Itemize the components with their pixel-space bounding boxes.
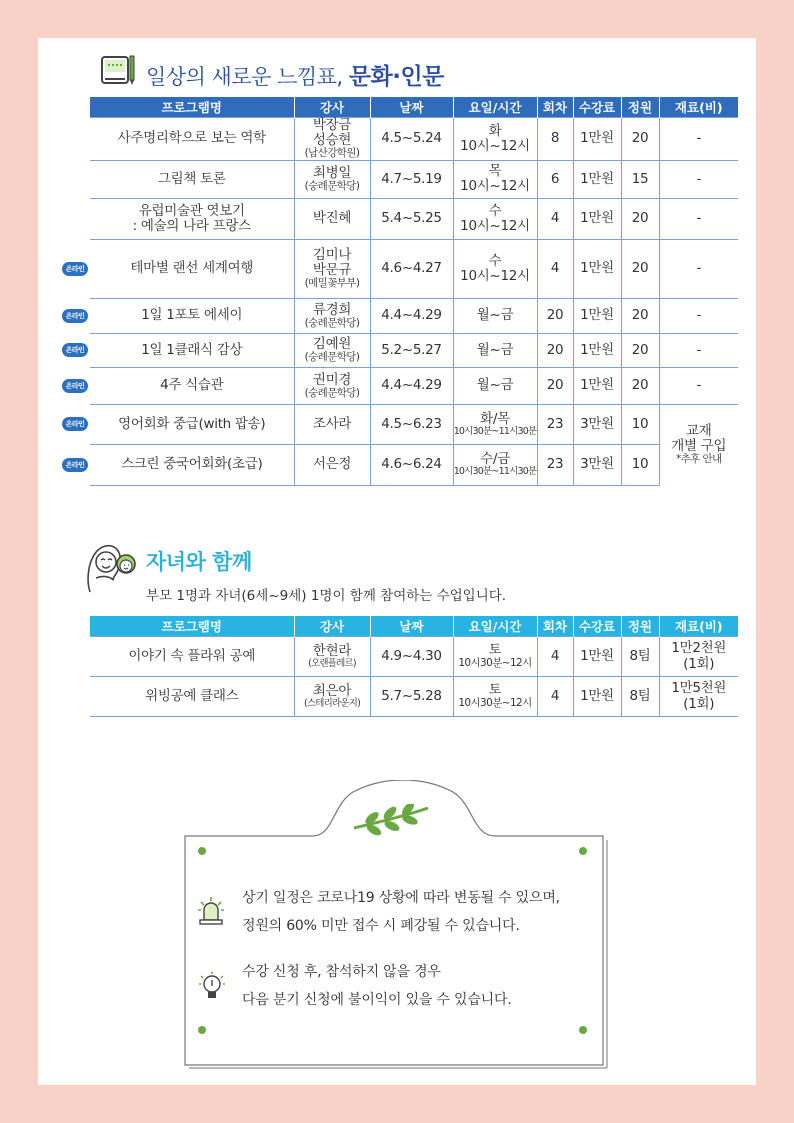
teacher-affiliation: (남산강학원): [304, 147, 360, 160]
table-header-row: [90, 97, 738, 118]
teacher-cell: [294, 677, 370, 717]
notice-line: 다음 분기 신청에 불이익이 있을 수 있습니다.: [242, 992, 512, 1008]
cell-line: 4주 식습관: [160, 377, 224, 394]
fee-cell: 1만원: [573, 333, 621, 367]
cell-line: 권미경: [312, 371, 352, 388]
table-row: [90, 239, 738, 298]
schedule-day: 월~금: [476, 341, 514, 358]
fee-cell: 1만원: [573, 367, 621, 404]
column-header: 요일/시간: [453, 97, 537, 118]
sessions-cell: 4: [537, 677, 573, 717]
schedule-day: 월~금: [476, 307, 514, 324]
teacher-cell: [294, 198, 370, 239]
column-header: 회차: [537, 97, 573, 118]
teacher-cell: [294, 160, 370, 198]
cell-line: 박문규: [312, 262, 352, 279]
fee-cell: 1만원: [573, 637, 621, 677]
column-header: 날짜: [370, 616, 453, 637]
material-cell: [659, 677, 738, 717]
material-note: *추후 안내: [675, 453, 722, 466]
program-name: 위빙공예 클래스: [90, 677, 294, 717]
schedule-day: 토: [488, 642, 502, 659]
material-price: 1만5천원: [671, 680, 727, 697]
column-header: 요일/시간: [453, 616, 537, 637]
column-header: 정원: [621, 616, 659, 637]
schedule-day: 수: [488, 252, 502, 269]
page: [38, 38, 756, 1085]
table-row: [90, 367, 738, 404]
table-row: [90, 404, 738, 444]
sessions-cell: 20: [537, 298, 573, 333]
section-description: 부모 1명과 자녀(6세~9세) 1명이 함께 참여하는 수업입니다.: [146, 588, 507, 604]
teacher-cell: [294, 367, 370, 404]
capacity-cell: 8팀: [621, 677, 659, 717]
table-header-row: [90, 616, 738, 637]
program-name: [90, 367, 294, 404]
capacity-cell: 20: [621, 118, 659, 161]
teacher-cell: [294, 333, 370, 367]
parent-child-icon: [84, 540, 142, 596]
online-badge: 온라인: [62, 262, 88, 276]
teacher-cell: [294, 239, 370, 298]
teacher-affiliation: (메밀꽃부부): [304, 277, 360, 290]
table-row: [90, 333, 738, 367]
corner-dot: [198, 1026, 206, 1034]
column-header: 수강료: [573, 97, 621, 118]
program-name: [90, 160, 294, 198]
schedule-cell: [453, 404, 537, 444]
column-header: 강사: [294, 97, 370, 118]
cell-line: 김예원: [312, 336, 352, 353]
corner-dot: [579, 847, 587, 855]
table-row: [90, 444, 738, 485]
online-badge: 온라인: [62, 309, 88, 323]
fee-cell: 1만원: [573, 198, 621, 239]
table-row: [90, 298, 738, 333]
cell-line: 영어회화 중급(with 팝송): [118, 415, 266, 432]
schedule-day: 목: [488, 163, 502, 180]
teacher-affiliation: (숭례문학당): [304, 386, 360, 399]
schedule-day: 월~금: [476, 377, 514, 394]
cell-line: 조사라: [312, 415, 352, 432]
teacher-cell: [294, 298, 370, 333]
program-name: [90, 239, 294, 298]
date-cell: 4.4~4.29: [370, 298, 453, 333]
program-name: [90, 333, 294, 367]
online-badge: 온라인: [62, 417, 88, 431]
cell-line: 류경희: [312, 301, 352, 318]
schedule-cell: [453, 444, 537, 485]
fee-cell: 1만원: [573, 677, 621, 717]
schedule-cell: [453, 160, 537, 198]
material-cell: -: [659, 298, 738, 333]
sessions-cell: 23: [537, 404, 573, 444]
cell-line: 서은정: [312, 456, 352, 473]
column-header: 정원: [621, 97, 659, 118]
fee-cell: 3만원: [573, 444, 621, 485]
cell-line: 테마별 랜선 세계여행: [130, 260, 254, 277]
capacity-cell: 10: [621, 444, 659, 485]
capacity-cell: 20: [621, 198, 659, 239]
capacity-cell: 10: [621, 404, 659, 444]
schedule-cell: [453, 239, 537, 298]
table-row: [90, 198, 738, 239]
capacity-cell: 20: [621, 333, 659, 367]
schedule-cell: [453, 118, 537, 161]
cell-line: 성승현: [312, 132, 352, 149]
book-icon: [100, 53, 138, 89]
cell-line: : 예술의 나라 프랑스: [132, 217, 251, 234]
column-header: 프로그램명: [161, 100, 222, 115]
column-header: 수강료: [573, 616, 621, 637]
schedule-time: 10시~12시: [460, 217, 530, 234]
section-title-bold: 문화·인문: [348, 64, 444, 90]
fee-cell: 3만원: [573, 404, 621, 444]
cell-line: 1일 1포토 에세이: [141, 307, 243, 324]
cell-line: 그림책 토론: [157, 170, 226, 187]
column-header: 날짜: [370, 97, 453, 118]
sessions-cell: 4: [537, 637, 573, 677]
material-line: 교재: [686, 423, 712, 440]
teacher-affiliation: (숭례문학당): [304, 316, 360, 329]
material-cell: -: [659, 333, 738, 367]
kids-program-table: [90, 616, 738, 717]
fee-cell: 1만원: [573, 298, 621, 333]
schedule-day: 토: [488, 682, 502, 699]
program-name: [90, 404, 294, 444]
date-cell: 4.7~5.19: [370, 160, 453, 198]
schedule-time: 10시30분~11시30분: [453, 466, 537, 478]
column-header: 프로그램명: [161, 619, 222, 634]
notice-line: 정원의 60% 미만 접수 시 폐강될 수 있습니다.: [242, 918, 520, 934]
cell-line: 박진혜: [312, 210, 352, 227]
program-name: [90, 198, 294, 239]
sessions-cell: 4: [537, 198, 573, 239]
capacity-cell: 8팀: [621, 637, 659, 677]
cell-line: 1일 1클래식 감상: [141, 341, 243, 358]
online-badge: 온라인: [62, 458, 88, 472]
schedule-time: 10시30분~11시30분: [453, 425, 537, 437]
material-price: 1만2천원: [671, 640, 727, 657]
teacher-cell: [294, 444, 370, 485]
cell-line: 스크린 중국어회화(초급): [121, 456, 263, 473]
schedule-time: 10시~12시: [460, 267, 530, 284]
table-row: [90, 160, 738, 198]
material-cell: -: [659, 118, 738, 161]
date-cell: 4.6~6.24: [370, 444, 453, 485]
schedule-time: 10시30분~12시: [458, 657, 532, 670]
schedule-cell: [453, 333, 537, 367]
schedule-day: 수/금: [480, 451, 510, 468]
cell-line: 박장금: [312, 117, 352, 133]
sessions-cell: 6: [537, 160, 573, 198]
column-header: 강사: [294, 616, 370, 637]
capacity-cell: 20: [621, 298, 659, 333]
date-cell: 4.6~4.27: [370, 239, 453, 298]
material-cell: -: [659, 239, 738, 298]
corner-dot: [579, 1026, 587, 1034]
schedule-cell: [453, 367, 537, 404]
table-row: [90, 118, 738, 161]
notice-message-1: [242, 884, 560, 940]
schedule-time: 10시~12시: [460, 178, 530, 195]
program-name: 이야기 속 플라워 공예: [90, 637, 294, 677]
teacher-affiliation: (숭례문학당): [304, 351, 360, 364]
column-header: 재료(비): [659, 616, 738, 637]
culture-program-table: [90, 97, 738, 486]
section-title-kids: 자녀와 함께: [146, 550, 252, 574]
fee-cell: 1만원: [573, 160, 621, 198]
teacher-affiliation: (오랜플레르): [308, 657, 356, 669]
notice-message-2: [242, 958, 512, 1014]
schedule-cell: [453, 637, 537, 677]
material-line: 개별 구입: [671, 438, 727, 455]
table-row: [90, 637, 738, 677]
schedule-cell: [453, 198, 537, 239]
teacher-name: 한현라: [312, 642, 352, 659]
siren-icon: [196, 894, 226, 926]
capacity-cell: 20: [621, 367, 659, 404]
leaf-branch-icon: [350, 804, 432, 836]
schedule-day: 화/목: [480, 410, 510, 427]
material-unit: (1회): [683, 695, 715, 712]
schedule-time: 10시30분~12시: [458, 697, 532, 710]
cell-line: 최병일: [312, 165, 352, 182]
cell-line: 김미나: [312, 246, 352, 263]
material-cell: -: [659, 160, 738, 198]
date-cell: 5.2~5.27: [370, 333, 453, 367]
sessions-cell: 20: [537, 333, 573, 367]
date-cell: 4.5~5.24: [370, 118, 453, 161]
date-cell: 5.4~5.25: [370, 198, 453, 239]
teacher-affiliation: (숭례문학당): [304, 180, 360, 193]
fee-cell: 1만원: [573, 118, 621, 161]
sessions-cell: 20: [537, 367, 573, 404]
material-cell-merged: [659, 404, 738, 485]
material-unit: (1회): [683, 655, 715, 672]
schedule-day: 수: [488, 202, 502, 219]
program-name: [90, 444, 294, 485]
teacher-cell: [294, 637, 370, 677]
capacity-cell: 20: [621, 239, 659, 298]
schedule-day: 화: [488, 122, 502, 139]
sessions-cell: 23: [537, 444, 573, 485]
schedule-cell: [453, 298, 537, 333]
program-name: [90, 118, 294, 161]
material-cell: -: [659, 198, 738, 239]
column-header: 회차: [537, 616, 573, 637]
column-header: 재료(비): [659, 97, 738, 118]
teacher-name: 최은아: [312, 682, 352, 699]
schedule-cell: [453, 677, 537, 717]
material-cell: [659, 637, 738, 677]
date-cell: 4.5~6.23: [370, 404, 453, 444]
notice-line: 수강 신청 후, 참석하지 않을 경우: [242, 964, 441, 980]
program-name: [90, 298, 294, 333]
schedule-time: 10시~12시: [460, 137, 530, 154]
section-title-prefix: 일상의 새로운 느낌표,: [146, 65, 349, 89]
teacher-cell: [294, 118, 370, 161]
date-cell: 4.4~4.29: [370, 367, 453, 404]
lightbulb-icon: [198, 970, 226, 1004]
online-badge: 온라인: [62, 343, 88, 357]
capacity-cell: 15: [621, 160, 659, 198]
material-cell: -: [659, 367, 738, 404]
teacher-affiliation: (스테리라운지): [303, 697, 361, 709]
corner-dot: [198, 847, 206, 855]
table-row: [90, 677, 738, 717]
sessions-cell: 4: [537, 239, 573, 298]
section-title-culture: [146, 58, 444, 91]
teacher-cell: [294, 404, 370, 444]
cell-line: 유럽미술관 엿보기: [138, 202, 245, 219]
date-cell: 5.7~5.28: [370, 677, 453, 717]
notice-line: 상기 일정은 코로나19 상황에 따라 변동될 수 있으며,: [242, 890, 560, 906]
online-badge: 온라인: [62, 379, 88, 393]
fee-cell: 1만원: [573, 239, 621, 298]
sessions-cell: 8: [537, 118, 573, 161]
cell-line: 사주명리학으로 보는 역학: [117, 130, 266, 147]
date-cell: 4.9~4.30: [370, 637, 453, 677]
